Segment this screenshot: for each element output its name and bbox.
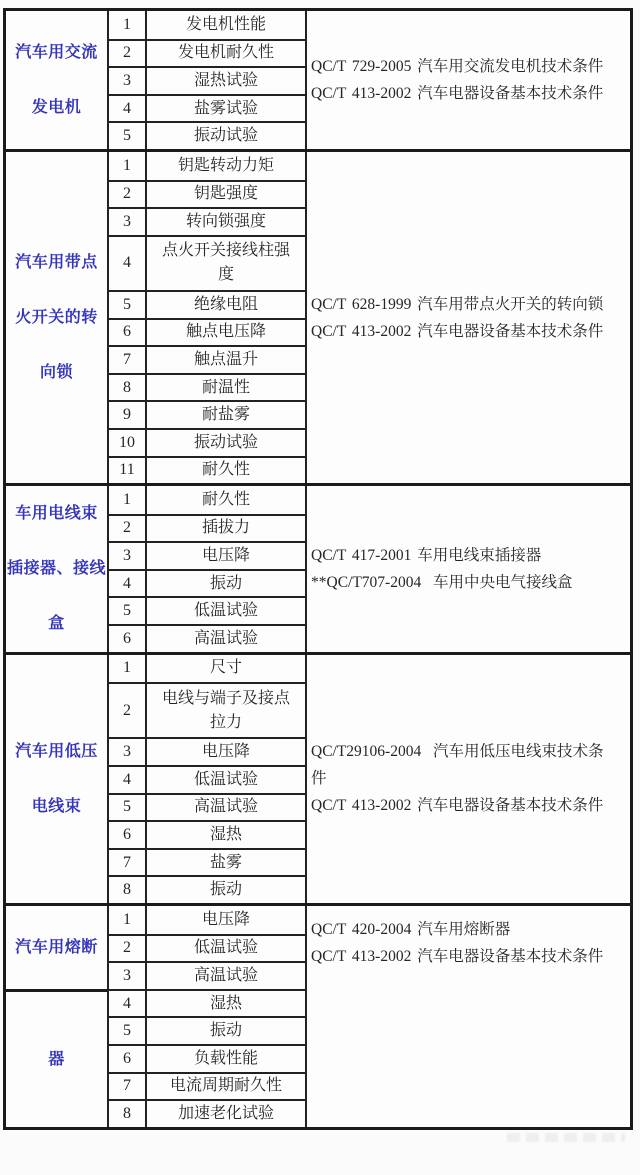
watermark (507, 1133, 625, 1142)
standard-reference: QC/T 420-2004 汽车用熔断器 (311, 921, 511, 938)
row-number: 3 (109, 543, 147, 569)
standard-reference: **QC/T707-2004 车用中央电气接线盒 (311, 573, 573, 591)
table-section (6, 149, 630, 483)
table-row (109, 514, 307, 542)
category-label: 电线束 (31, 797, 82, 815)
table-section (6, 483, 630, 652)
table-row (109, 345, 307, 373)
test-item-cell (147, 516, 307, 542)
table-row (109, 906, 307, 934)
row-number: 1 (109, 11, 147, 39)
test-item-label: 电压降 (201, 910, 250, 928)
table-row (109, 793, 307, 821)
standard-reference: QC/T 729-2005 汽车用交流发电机技术条件 (311, 57, 604, 75)
table-row (109, 1099, 307, 1127)
test-item-cell (147, 486, 307, 514)
row-number: 5 (109, 1018, 147, 1044)
table-row (109, 373, 307, 401)
row-number: 1 (109, 906, 147, 934)
row-number: 4 (109, 571, 147, 597)
row-number: 10 (109, 430, 147, 456)
test-item-cell (147, 292, 307, 318)
table-row (109, 428, 307, 456)
category-label: 器 (48, 1050, 65, 1068)
test-item-label: 低温试验 (193, 939, 258, 957)
test-item-label: 高温试验 (193, 798, 258, 816)
category-label: 盒 (48, 615, 65, 633)
test-item-cell (147, 877, 307, 903)
rows-column (109, 655, 307, 903)
test-item-label: 振动 (209, 881, 242, 899)
test-item-cell (147, 850, 307, 876)
category-column (6, 486, 109, 652)
standards-cell (307, 655, 630, 903)
table-row (109, 765, 307, 793)
test-item-label: 低温试验 (193, 602, 258, 620)
standard-reference: QC/T 413-2002 汽车电器设备基本技术条件 (311, 322, 604, 340)
test-item-cell (147, 402, 307, 428)
row-number: 4 (109, 237, 147, 290)
standards-cell (307, 152, 630, 483)
test-item-label: 发电机耐久性 (177, 44, 274, 62)
row-number: 6 (109, 626, 147, 652)
table-row (109, 39, 307, 67)
test-item-label: 振动 (209, 574, 242, 592)
row-number: 8 (109, 1101, 147, 1127)
rows-column (109, 906, 307, 1127)
table-row (109, 934, 307, 962)
test-item-label: 钥匙转动力矩 (177, 156, 274, 174)
row-number: 1 (109, 152, 147, 180)
test-item-label: 耐久性 (201, 490, 250, 508)
table-row (109, 11, 307, 39)
row-number: 6 (109, 320, 147, 346)
category-label: 汽车用带点 (15, 254, 98, 272)
standards-cell (307, 486, 630, 652)
test-item-label: 耐久性 (201, 461, 250, 479)
table-row (109, 541, 307, 569)
test-item-cell (147, 152, 307, 180)
table-row (109, 235, 307, 290)
row-number: 3 (109, 739, 147, 765)
category-cell (6, 989, 107, 1127)
test-item-cell (147, 41, 307, 67)
standard-reference: QC/T 413-2002 汽车电器设备基本技术条件 (311, 84, 604, 102)
category-column (6, 11, 109, 149)
row-number: 1 (109, 486, 147, 514)
test-item-cell (147, 96, 307, 122)
table-section (6, 652, 630, 903)
table-row (109, 121, 307, 149)
test-item-label: 拉力 (209, 713, 242, 731)
test-item-cell (147, 320, 307, 346)
test-item-cell (147, 182, 307, 208)
standards-table (3, 8, 633, 1130)
table-row (109, 961, 307, 989)
table-row (109, 66, 307, 94)
test-item-label: 尺寸 (209, 659, 242, 677)
category-label: 发电机 (31, 98, 82, 116)
row-number: 8 (109, 877, 147, 903)
category-label: 插接器、接线 (6, 560, 106, 578)
row-number: 1 (109, 655, 147, 683)
table-row (109, 682, 307, 737)
table-row (109, 207, 307, 235)
standard-reference: QC/T 628-1999 汽车用带点火开关的转向锁 (311, 295, 604, 313)
test-item-label: 耐盐雾 (201, 406, 250, 424)
test-item-cell (147, 626, 307, 652)
test-item-label: 湿热 (209, 826, 242, 844)
test-item-label: 触点电压降 (185, 323, 266, 341)
test-item-cell (147, 739, 307, 765)
row-number: 11 (109, 458, 147, 484)
table-section (6, 11, 630, 149)
standard-reference: QC/T 413-2002 汽车电器设备基本技术条件 (311, 948, 604, 965)
rows-column (109, 486, 307, 652)
row-number: 2 (109, 516, 147, 542)
row-number: 2 (109, 684, 147, 737)
category-label: 汽车用低压 (15, 742, 98, 760)
table-row (109, 318, 307, 346)
category-column (6, 906, 109, 1127)
test-item-cell (147, 795, 307, 821)
test-item-label: 低温试验 (193, 770, 258, 788)
table-section (6, 903, 630, 1127)
test-item-cell (147, 684, 307, 737)
test-item-label: 转向锁强度 (185, 212, 266, 230)
row-number: 4 (109, 767, 147, 793)
row-number: 6 (109, 1046, 147, 1072)
test-item-label: 湿热试验 (193, 71, 258, 89)
standard-reference: 件 (311, 770, 327, 788)
table-row (109, 456, 307, 484)
test-item-label: 电线与端子及接点 (161, 689, 290, 707)
table-row (109, 989, 307, 1017)
category-column (6, 152, 109, 483)
test-item-cell (147, 123, 307, 149)
standards-cell (307, 11, 630, 149)
test-item-label: 高温试验 (193, 966, 258, 984)
test-item-cell (147, 1046, 307, 1072)
standards-cell (307, 906, 630, 1127)
table-row (109, 1044, 307, 1072)
test-item-cell (147, 543, 307, 569)
test-item-label: 触点温升 (193, 350, 258, 368)
row-number: 2 (109, 41, 147, 67)
row-number: 4 (109, 991, 147, 1017)
table-row (109, 655, 307, 683)
test-item-cell (147, 1101, 307, 1127)
test-item-cell (147, 991, 307, 1017)
test-item-cell (147, 822, 307, 848)
table-row (109, 596, 307, 624)
row-number: 8 (109, 375, 147, 401)
row-number: 3 (109, 963, 147, 989)
category-column (6, 655, 109, 903)
test-item-label: 高温试验 (193, 629, 258, 647)
row-number: 5 (109, 598, 147, 624)
test-item-cell (147, 598, 307, 624)
table-row (109, 569, 307, 597)
test-item-cell (147, 209, 307, 235)
table-row (109, 180, 307, 208)
standard-reference: QC/T 417-2001 车用电线束插接器 (311, 546, 542, 564)
row-number: 2 (109, 182, 147, 208)
row-number: 5 (109, 292, 147, 318)
table-row (109, 152, 307, 180)
test-item-cell (147, 1018, 307, 1044)
category-label: 汽车用熔断 (15, 938, 98, 956)
test-item-cell (147, 1074, 307, 1100)
category-cell (6, 655, 107, 903)
test-item-label: 点火开关接线柱强 (161, 242, 290, 260)
row-number: 7 (109, 1074, 147, 1100)
test-item-label: 电压降 (201, 743, 250, 761)
test-item-label: 电压降 (201, 547, 250, 565)
table-row (109, 875, 307, 903)
table-row (109, 848, 307, 876)
row-number: 3 (109, 209, 147, 235)
category-cell (6, 152, 107, 483)
rows-column (109, 11, 307, 149)
test-item-cell (147, 936, 307, 962)
test-item-cell (147, 68, 307, 94)
test-item-label: 振动试验 (193, 127, 258, 145)
row-number: 7 (109, 347, 147, 373)
rows-column (109, 152, 307, 483)
table-row (109, 1072, 307, 1100)
table-row (109, 737, 307, 765)
test-item-label: 负载性能 (193, 1049, 258, 1067)
row-number: 9 (109, 402, 147, 428)
row-number: 5 (109, 795, 147, 821)
test-item-label: 振动试验 (193, 433, 258, 451)
test-item-cell (147, 767, 307, 793)
table-row (109, 400, 307, 428)
row-number: 4 (109, 96, 147, 122)
table-row (109, 820, 307, 848)
test-item-cell (147, 458, 307, 484)
test-item-cell (147, 11, 307, 39)
test-item-label: 加速老化试验 (177, 1104, 274, 1122)
table-row (109, 1016, 307, 1044)
test-item-cell (147, 375, 307, 401)
row-number: 6 (109, 822, 147, 848)
test-item-cell (147, 430, 307, 456)
test-item-label: 振动 (209, 1022, 242, 1040)
standard-reference: QC/T29106-2004 汽车用低压电线束技术条 (311, 743, 604, 761)
test-item-label: 插拔力 (201, 519, 250, 537)
table-row (109, 94, 307, 122)
table-row (109, 624, 307, 652)
category-label: 火开关的转 (15, 309, 98, 327)
test-item-cell (147, 347, 307, 373)
category-cell (6, 906, 107, 989)
test-item-cell (147, 655, 307, 683)
category-label: 汽车用交流 (15, 43, 98, 61)
category-label: 车用电线束 (15, 505, 98, 523)
test-item-cell (147, 906, 307, 934)
row-number: 7 (109, 850, 147, 876)
test-item-label: 耐温性 (201, 378, 250, 396)
test-item-label: 盐雾 (209, 853, 242, 871)
row-number: 3 (109, 68, 147, 94)
table-row (109, 290, 307, 318)
row-number: 2 (109, 936, 147, 962)
test-item-label: 发电机性能 (185, 15, 266, 33)
test-item-label: 绝缘电阻 (193, 295, 258, 313)
test-item-cell (147, 571, 307, 597)
test-item-cell (147, 963, 307, 989)
test-item-cell (147, 237, 307, 290)
test-item-label: 度 (217, 266, 234, 284)
category-cell (6, 486, 107, 652)
test-item-label: 盐雾试验 (193, 99, 258, 117)
row-number: 5 (109, 123, 147, 149)
table-row (109, 486, 307, 514)
standard-reference: QC/T 413-2002 汽车电器设备基本技术条件 (311, 797, 604, 815)
category-cell (6, 11, 107, 149)
test-item-label: 电流周期耐久性 (169, 1077, 282, 1095)
test-item-label: 湿热 (209, 994, 242, 1012)
test-item-label: 钥匙强度 (193, 185, 258, 203)
category-label: 向锁 (39, 364, 73, 382)
